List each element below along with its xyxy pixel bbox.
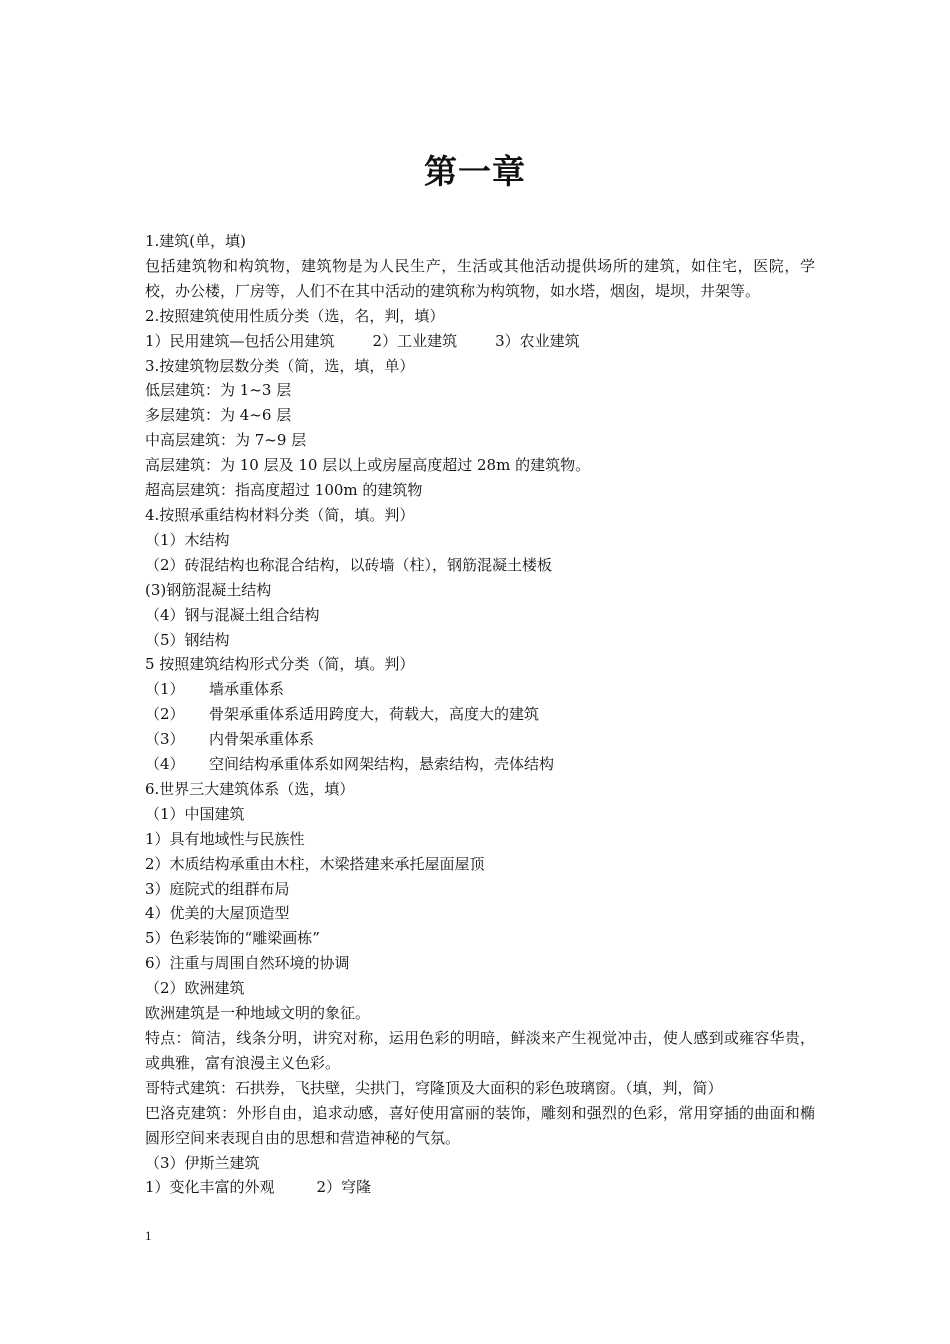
subsection-heading: （3）伊斯兰建筑 bbox=[145, 1153, 260, 1172]
list-item: 3）庭院式的组群布局 bbox=[145, 879, 290, 898]
list-item: 中高层建筑：为 7~9 层 bbox=[145, 431, 307, 450]
list-marker: （1） bbox=[145, 680, 185, 699]
paragraph-baroque: 巴洛克建筑：外形自由，追求动感，喜好使用富丽的装饰，雕刻和强烈的色彩，常用穿插的曲面和椭圆形空间来表现自由的思想和营造神秘的气氛。 bbox=[145, 1103, 815, 1147]
subsection-heading: （1）中国建筑 bbox=[145, 804, 245, 823]
section-heading-1: 1.建筑(单，填) bbox=[145, 232, 247, 250]
list-marker: （2） bbox=[145, 705, 185, 724]
list-item: 超高层建筑：指高度超过 100m 的建筑物 bbox=[145, 481, 423, 500]
list-item: （2）砖混结构也称混合结构，以砖墙（柱），钢筋混凝土楼板 bbox=[145, 555, 553, 574]
section-heading-6: 6.世界三大建筑体系（选，填） bbox=[145, 779, 355, 798]
list-item-agricultural: 3）农业建筑 bbox=[495, 331, 580, 350]
list-item: （5）钢结构 bbox=[145, 630, 230, 649]
list-item: 5）色彩装饰的“雕梁画栋” bbox=[145, 929, 320, 948]
subsection-heading: （2）欧洲建筑 bbox=[145, 979, 245, 998]
list-item-building-use bbox=[145, 329, 815, 354]
list-item: 2）木质结构承重由木柱，木梁搭建来承托屋面屋顶 bbox=[145, 854, 485, 873]
chapter-title: 第一章 bbox=[424, 152, 526, 191]
document-body bbox=[145, 229, 815, 1200]
list-item bbox=[145, 727, 815, 752]
list-marker: （3） bbox=[145, 730, 185, 749]
list-item: 多层建筑：为 4~6 层 bbox=[145, 406, 292, 425]
list-item: 低层建筑：为 1~3 层 bbox=[145, 381, 292, 400]
list-item-text: 2）穹隆 bbox=[316, 1178, 372, 1197]
list-item-text: 1）变化丰富的外观 bbox=[145, 1178, 275, 1197]
paragraph-european-features: 特点：简洁，线条分明，讲究对称，运用色彩的明暗，鲜淡来产生视觉冲击，使人感到或雍容华贵，或典雅，富有浪漫主义色彩。 bbox=[145, 1029, 815, 1072]
page-number: 1 bbox=[145, 1228, 152, 1243]
paragraph-building-definition: 包括建筑物和构筑物，建筑物是为人民生产，生活或其他活动提供场所的建筑，如住宅，医院，学校，办公楼，厂房等，人们不在其中活动的建筑称为构筑物，如水塔，烟囱，堤坝，井架等。 bbox=[145, 256, 815, 300]
paragraph: 欧洲建筑是一种地域文明的象征。 bbox=[145, 1004, 371, 1023]
list-item: 4）优美的大屋顶造型 bbox=[145, 904, 290, 923]
list-item-civil: 1）民用建筑—包括公用建筑 bbox=[145, 331, 335, 350]
list-item-industrial: 2）工业建筑 bbox=[372, 331, 458, 350]
list-item: （4）钢与混凝土组合结构 bbox=[145, 605, 320, 624]
list-item: (3)钢筋混凝土结构 bbox=[145, 580, 272, 599]
section-heading-2: 2.按照建筑使用性质分类（选，名，判，填） bbox=[145, 306, 445, 325]
list-item: 6）注重与周围自然环境的协调 bbox=[145, 954, 350, 973]
section-heading-3: 3.按建筑物层数分类（简，选，填，单） bbox=[145, 356, 415, 375]
section-heading-5: 5 按照建筑结构形式分类（简，填。判） bbox=[145, 655, 415, 674]
list-item bbox=[145, 1175, 815, 1200]
list-item bbox=[145, 752, 815, 777]
list-item-text: 内骨架承重体系 bbox=[209, 730, 315, 749]
list-item-text: 空间结构承重体系如网架结构，悬索结构，壳体结构 bbox=[209, 755, 555, 774]
list-item: 1）具有地域性与民族性 bbox=[145, 829, 305, 848]
section-heading-4: 4.按照承重结构材料分类（简，填。判） bbox=[145, 505, 415, 524]
list-item bbox=[145, 702, 815, 727]
list-item-text: 墙承重体系 bbox=[209, 680, 285, 699]
list-item bbox=[145, 677, 815, 702]
list-item-text: 骨架承重体系适用跨度大，荷载大，高度大的建筑 bbox=[209, 705, 540, 724]
list-item: （1）木结构 bbox=[145, 530, 230, 549]
list-item: 高层建筑：为 10 层及 10 层以上或房屋高度超过 28m 的建筑物。 bbox=[145, 456, 591, 475]
list-marker: （4） bbox=[145, 755, 185, 774]
paragraph-gothic: 哥特式建筑：石拱券，飞扶壁，尖拱门，穹隆顶及大面积的彩色玻璃窗。（填，判，简） bbox=[145, 1078, 723, 1097]
